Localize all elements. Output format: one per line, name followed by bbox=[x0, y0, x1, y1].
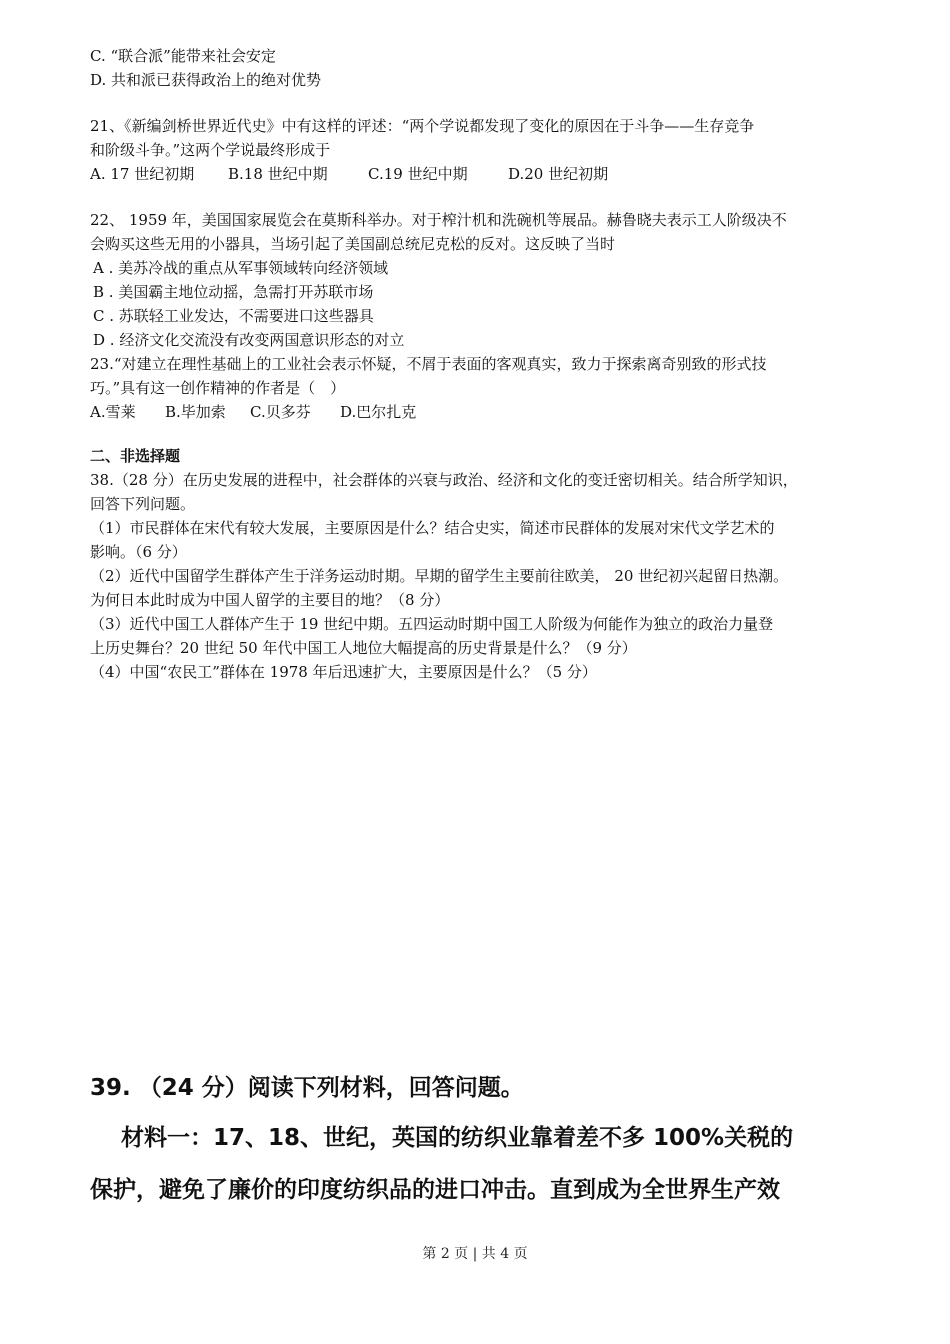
q22-stem-line-1: 22、 1959 年，美国国家展览会在莫斯科举办。对于榨汁机和洗碗机等展品。赫鲁晓夫表示工人阶级决不 bbox=[90, 211, 787, 229]
question-23 bbox=[90, 352, 880, 424]
q21-option-a: A. 17 世纪初期 bbox=[90, 165, 195, 183]
q39-material-1-line-2: 保护，避免了廉价的印度纺织品的进口冲击。直到成为全世界生产效 bbox=[90, 1177, 780, 1203]
exam-page-content bbox=[90, 44, 880, 684]
q21-stem-line-1: 21、《新编剑桥世界近代史》中有这样的评述：“两个学说都发现了变化的原因在于斗争——生存竞争 bbox=[90, 117, 755, 135]
q23-stem-line-1: 23.“对建立在理性基础上的工业社会表示怀疑，不屑于表面的客观真实，致力于探索离奇别致的形式技 bbox=[90, 355, 767, 373]
q39-title: 39. （24 分）阅读下列材料，回答问题。 bbox=[90, 1075, 524, 1101]
q39-material-1-line-1: 材料一：17、18、世纪，英国的纺织业靠着差不多 100%关税的 bbox=[90, 1125, 794, 1151]
q23-option-d: D.巴尔扎克 bbox=[340, 403, 417, 421]
q38-stem-line-1: 38.（28 分）在历史发展的进程中，社会群体的兴衰与政治、经济和文化的变迁密切相关。结合所学知识， bbox=[90, 471, 798, 489]
q22-option-b: B . 美国霸主地位动摇，急需打开苏联市场 bbox=[93, 283, 374, 301]
q21-stem-line-2: 和阶级斗争。”这两个学说最终形成于 bbox=[90, 141, 331, 159]
q22-option-a: A . 美苏冷战的重点从军事领域转向经济领域 bbox=[93, 259, 389, 277]
q38-part-3-line-2: 上历史舞台？20 世纪 50 年代中国工人地位大幅提高的历史背景是什么？（9 分） bbox=[90, 639, 637, 657]
q38-part-1-line-2: 影响。（6 分） bbox=[90, 543, 187, 561]
q38-part-3-line-1: （3）近代中国工人群体产生于 19 世纪中期。五四运动时期中国工人阶级为何能作为独立的政治力量登 bbox=[90, 615, 774, 633]
q21-option-b: B.18 世纪中期 bbox=[228, 165, 328, 183]
page-footer: 第 2 页 | 共 4 页 bbox=[422, 1246, 528, 1262]
q38-part-2-line-2: 为何日本此时成为中国人留学的主要目的地？（8 分） bbox=[90, 591, 450, 609]
q23-option-b: B.毕加索 bbox=[165, 403, 226, 421]
q23-options bbox=[90, 400, 880, 424]
q38-part-1-line-1: （1）市民群体在宋代有较大发展，主要原因是什么？结合史实，简述市民群体的发展对宋代文学艺术的 bbox=[90, 519, 775, 537]
question-22 bbox=[90, 208, 880, 352]
section-title-non-choice: 二、非选择题 bbox=[90, 447, 181, 465]
q21-option-d: D.20 世纪初期 bbox=[508, 165, 609, 183]
q22-option-c: C . 苏联轻工业发达，不需要进口这些器具 bbox=[93, 307, 374, 325]
q22-option-d: D . 经济文化交流没有改变两国意识形态的对立 bbox=[93, 331, 405, 349]
question-38 bbox=[90, 468, 880, 684]
q20-option-c: C. “联合派”能带来社会安定 bbox=[90, 47, 276, 65]
q21-options bbox=[90, 162, 880, 186]
question-21 bbox=[90, 114, 880, 186]
q23-option-c: C.贝多芬 bbox=[250, 403, 311, 421]
q38-part-4-line-1: （4）中国“农民工”群体在 1978 年后迅速扩大，主要原因是什么？（5 分） bbox=[90, 663, 597, 681]
q38-part-2-line-1: （2）近代中国留学生群体产生于洋务运动时期。早期的留学生主要前往欧美， 20 世纪初兴起留日热潮。 bbox=[90, 567, 789, 585]
q22-stem-line-2: 会购买这些无用的小器具，当场引起了美国副总统尼克松的反对。这反映了当时 bbox=[90, 235, 616, 253]
q21-option-c: C.19 世纪中期 bbox=[368, 165, 468, 183]
q38-stem-line-2: 回答下列问题。 bbox=[90, 495, 196, 513]
q20-option-d: D. 共和派已获得政治上的绝对优势 bbox=[90, 71, 322, 89]
q23-option-a: A.雪莱 bbox=[90, 403, 136, 421]
q23-stem-line-2: 巧。”具有这一创作精神的作者是（ ） bbox=[90, 379, 346, 397]
